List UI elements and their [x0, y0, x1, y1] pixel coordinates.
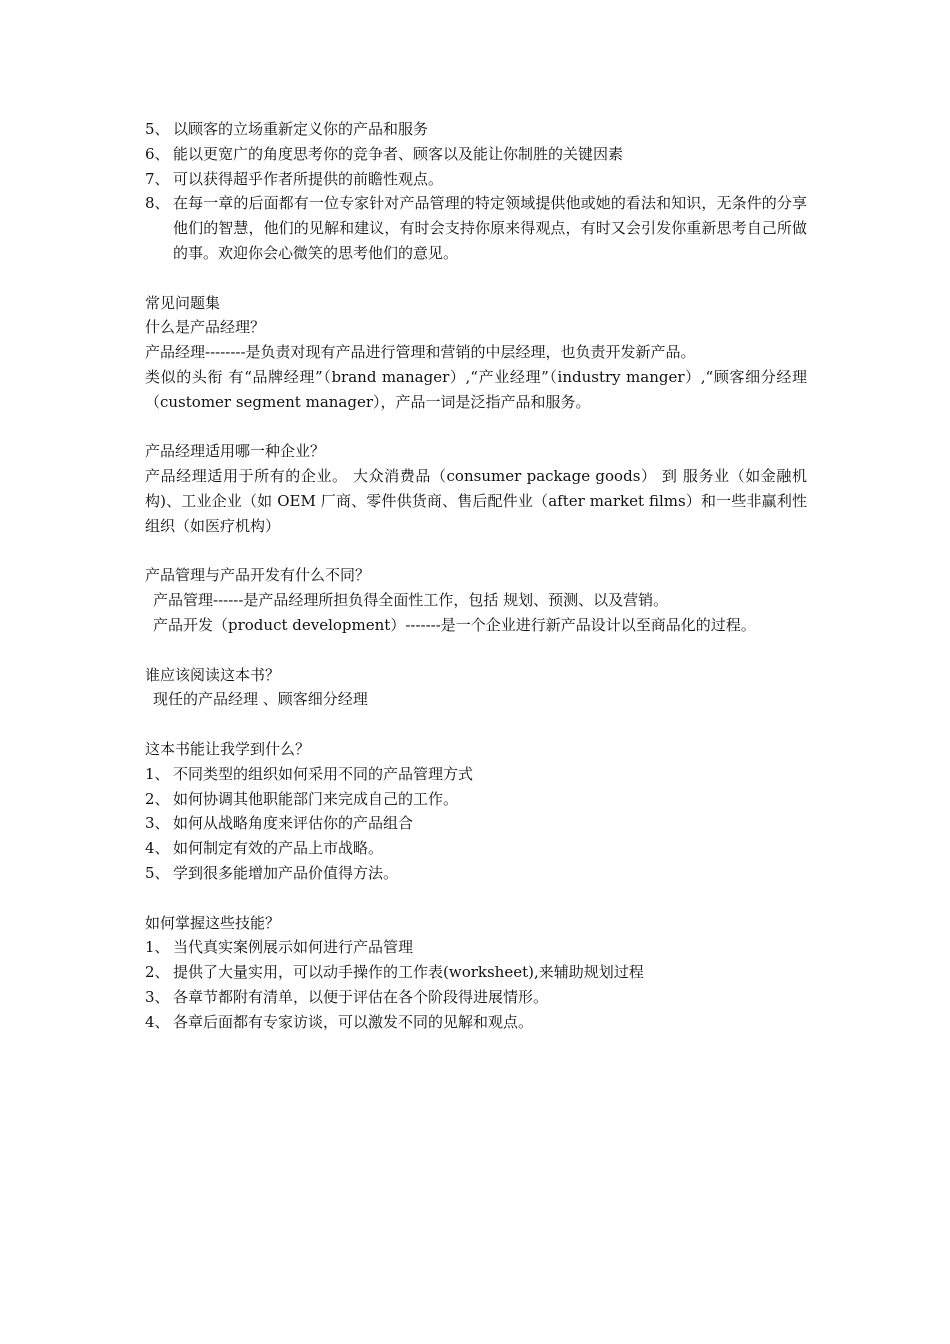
list-item	[145, 167, 807, 192]
faq-answer: 现任的产品经理 、顾客细分经理	[153, 690, 368, 709]
list-number: 5、	[145, 863, 170, 882]
list-item	[145, 142, 807, 167]
faq-answer: 产品管理------是产品经理所担负得全面性工作，包括 规划、预测、以及营销。	[153, 591, 669, 610]
list-item	[145, 117, 807, 142]
list-number: 5、	[145, 120, 170, 138]
list-item	[145, 1010, 807, 1035]
list-number: 4、	[145, 839, 170, 858]
list-item	[145, 191, 807, 265]
list-number: 1、	[145, 764, 170, 783]
list-item	[145, 762, 807, 787]
list-text: 学到很多能增加产品价值得方法。	[173, 863, 399, 882]
spacer	[145, 539, 807, 564]
spacer	[145, 266, 807, 291]
list-text: 提供了大量实用，可以动手操作的工作表(worksheet),来辅助规划过程	[173, 963, 644, 982]
list-item	[145, 836, 807, 861]
faq-question: 如何掌握这些技能？	[145, 913, 281, 932]
faq-question: 这本书能让我学到什么？	[145, 739, 311, 758]
list-text: 如何从战略角度来评估你的产品组合	[173, 814, 414, 833]
list-text: 如何制定有效的产品上市战略。	[173, 839, 384, 858]
list-number: 6、	[145, 144, 170, 163]
list-number: 2、	[145, 789, 170, 808]
spacer	[145, 638, 807, 663]
faq-question: 什么是产品经理？	[145, 318, 266, 337]
list-number: 7、	[145, 169, 170, 188]
list-item	[145, 861, 807, 886]
list-text: 如何协调其他职能部门来完成自己的工作。	[173, 789, 459, 808]
list-item	[145, 935, 807, 960]
list-text: 可以获得超乎作者所提供的前瞻性观点。	[173, 169, 444, 188]
spacer	[145, 712, 807, 737]
faq-answer: 产品经理适用于所有的企业。 大众消费品（consumer package goods） 到 服务业（如金融机构)、工业企业（如 OEM 厂商、零件供货商、售后配件业（after market films）和一些非赢利性组织（如医疗机构）	[145, 467, 807, 535]
list-text: 不同类型的组织如何采用不同的产品管理方式	[173, 764, 474, 783]
list-text: 以顾客的立场重新定义你的产品和服务	[173, 120, 429, 138]
spacer	[145, 886, 807, 911]
list-text: 在每一章的后面都有一位专家针对产品管理的特定领域提供他或她的看法和知识，无条件的分享他们的智慧，他们的见解和建议，有时会支持你原来得观点，有时又会引发你重新思考自己所做的事。欢迎你会心微笑的思考他们的意见。	[173, 194, 807, 262]
faq-question: 产品管理与产品开发有什么不同？	[145, 566, 371, 585]
list-item	[145, 960, 807, 985]
list-number: 3、	[145, 987, 170, 1006]
faq-question: 谁应该阅读这本书？	[145, 665, 281, 684]
list-number: 2、	[145, 963, 170, 982]
faq-answer: 产品经理--------是负责对现有产品进行管理和营销的中层经理，也负责开发新产品。	[145, 343, 696, 362]
faq-answer: 产品开发（product development）-------是一个企业进行新产品设计以至商品化的过程。	[153, 615, 756, 634]
list-number: 3、	[145, 814, 170, 833]
list-number: 8、	[145, 194, 170, 213]
list-text: 各章节都附有清单，以便于评估在各个阶段得进展情形。	[173, 987, 549, 1006]
list-text: 能以更宽广的角度思考你的竞争者、顾客以及能让你制胜的关键因素	[173, 144, 624, 163]
list-number: 4、	[145, 1012, 170, 1031]
faq-answer: 类似的头衔 有“品牌经理”（brand manager）,“产业经理”（industry manger）,“顾客细分经理（customer segment manager），产品一词是泛指产品和服务。	[145, 367, 807, 411]
list-item	[145, 811, 807, 836]
faq-title: 常见问题集	[145, 293, 221, 312]
list-text: 当代真实案例展示如何进行产品管理	[173, 938, 414, 957]
faq-question: 产品经理适用哪一种企业？	[145, 442, 326, 461]
list-text: 各章后面都有专家访谈，可以激发不同的见解和观点。	[173, 1012, 534, 1031]
list-number: 1、	[145, 938, 170, 957]
document-page	[145, 117, 807, 1034]
list-item	[145, 985, 807, 1010]
list-item	[145, 787, 807, 812]
spacer	[145, 415, 807, 440]
